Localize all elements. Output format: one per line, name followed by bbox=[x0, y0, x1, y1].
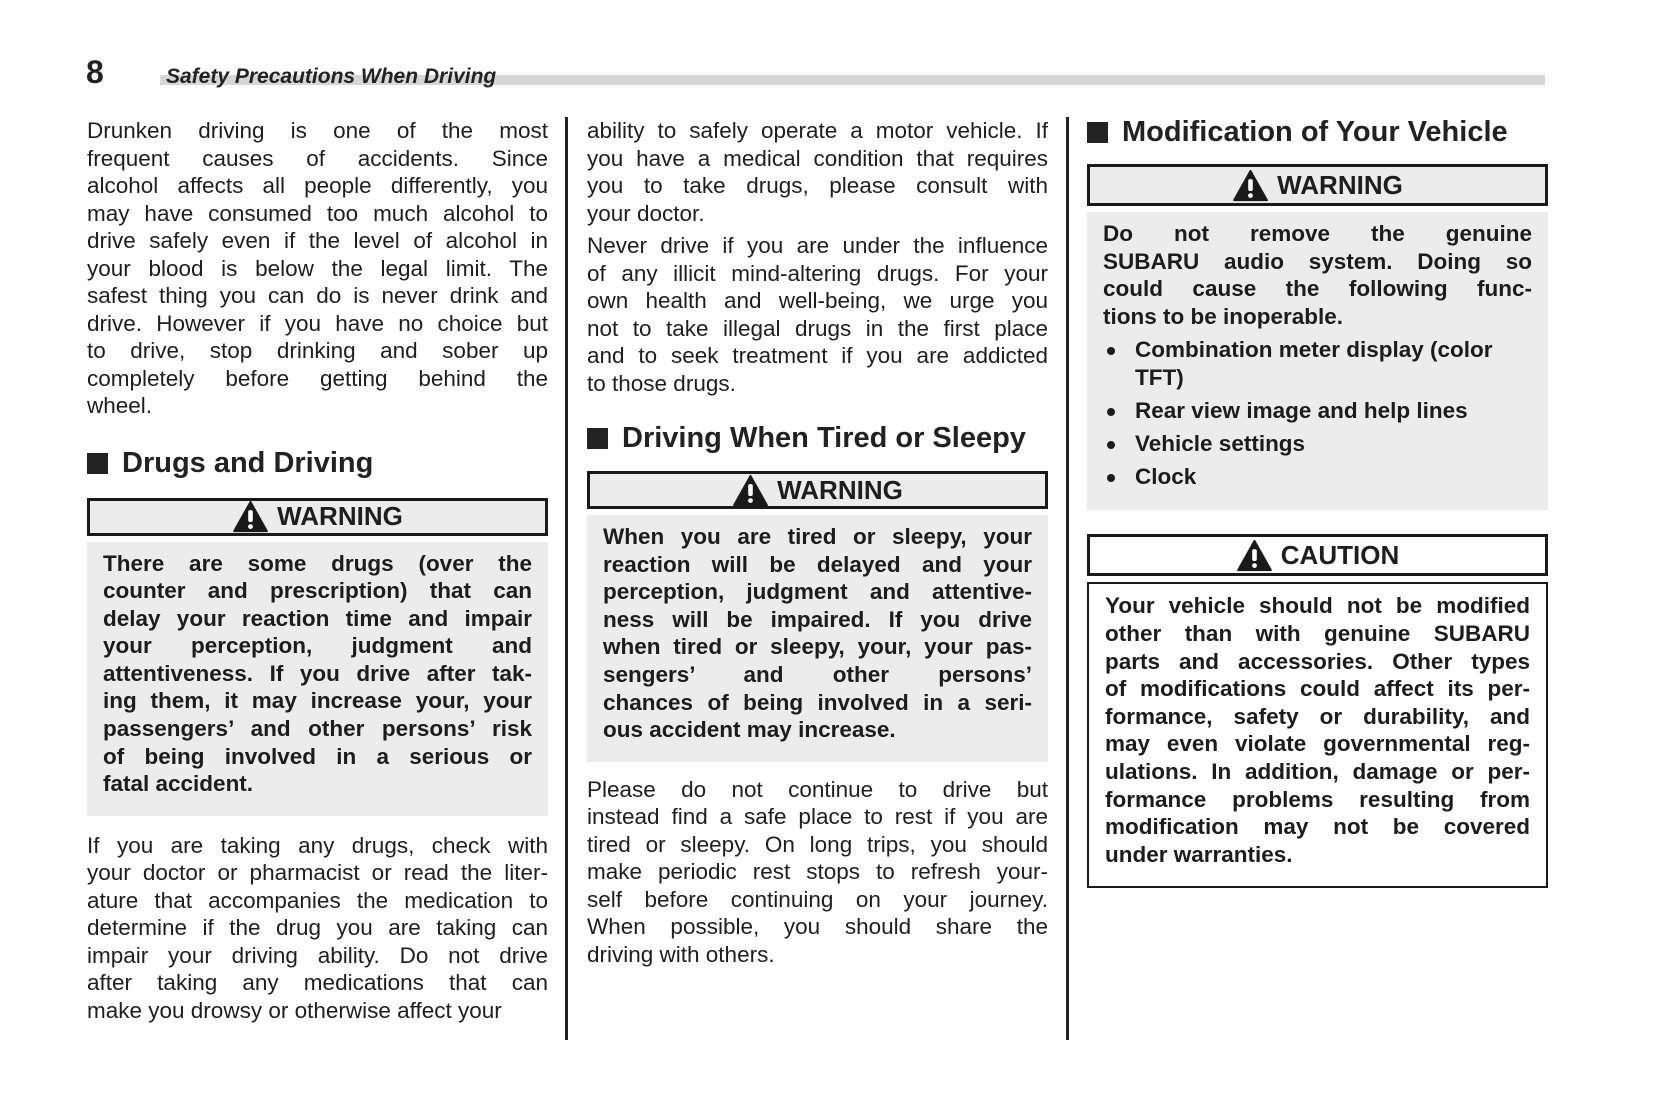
text-line: your doctor or pharmacist or read the liter- bbox=[87, 860, 548, 886]
illicit-drugs-paragraph bbox=[587, 232, 1048, 397]
text-line: parts and accessories. Other types bbox=[1105, 648, 1530, 674]
section-heading-drugs bbox=[87, 447, 548, 480]
text-line: drive. However if you have no choice but bbox=[87, 310, 548, 336]
text-line: other than with genuine SUBARU bbox=[1105, 620, 1530, 646]
running-title: Safety Precautions When Driving bbox=[166, 65, 497, 88]
text-line: determine if the drug you are taking can bbox=[87, 915, 548, 941]
warning-label: WARNING bbox=[1277, 169, 1403, 200]
text-line: Your vehicle should not be modified bbox=[1105, 593, 1530, 619]
text-line: of modifications could affect its per- bbox=[1105, 676, 1530, 702]
text-line: When possible, you should share the bbox=[587, 914, 1048, 940]
text-line: Please do not continue to drive but bbox=[587, 776, 1048, 802]
warning-body bbox=[587, 515, 1048, 762]
column-2 bbox=[587, 117, 1048, 968]
text-line: reaction will be delayed and your bbox=[603, 551, 1032, 577]
section-heading-text: Driving When Tired or Sleepy bbox=[622, 422, 1026, 454]
text-line: When you are tired or sleepy, your bbox=[603, 524, 1032, 549]
text-line: chances of being involved in a seri- bbox=[603, 689, 1032, 715]
text-line: ous accident may increase. bbox=[603, 717, 896, 743]
warning-label: WARNING bbox=[777, 474, 903, 505]
caution-text bbox=[1105, 592, 1530, 868]
page-number: 8 bbox=[86, 54, 104, 90]
text-line: SUBARU audio system. Doing so bbox=[1103, 248, 1532, 274]
text-line: make periodic rest stops to refresh your- bbox=[587, 859, 1048, 885]
warning-triangle-icon bbox=[232, 500, 269, 533]
text-line: may even violate governmental reg- bbox=[1105, 731, 1530, 757]
text-line: to drive, stop drinking and sober up bbox=[87, 338, 548, 363]
text-line: ing them, it may increase your, your bbox=[103, 688, 532, 714]
text-line: ability to safely operate a motor vehicle. If bbox=[587, 118, 1048, 143]
warning-body bbox=[87, 542, 548, 816]
list-item: Combination meter display (color TFT) bbox=[1103, 336, 1532, 392]
text-line: If you are taking any drugs, check with bbox=[87, 832, 548, 858]
bullet-icon bbox=[1107, 474, 1115, 482]
list-item: Clock bbox=[1103, 463, 1532, 491]
text-line: delay your reaction time and impair bbox=[103, 605, 532, 631]
text-line: your perception, judgment and bbox=[103, 633, 532, 659]
text-line: of being involved in a serious or bbox=[103, 743, 532, 769]
caution-label: CAUTION bbox=[1280, 539, 1400, 570]
bullet-icon bbox=[1107, 347, 1115, 355]
text-line: safest thing you can do is never drink and bbox=[87, 283, 548, 308]
text-line: you to take drugs, please consult with bbox=[587, 173, 1048, 198]
text-line: you have a medical condition that requires bbox=[587, 145, 1048, 171]
section-heading-tired bbox=[587, 422, 1048, 455]
caution-box-modification bbox=[1087, 534, 1548, 888]
list-item: Vehicle settings bbox=[1103, 430, 1532, 458]
text-line: under warranties. bbox=[1105, 841, 1293, 867]
section-bullet-icon bbox=[1087, 122, 1108, 143]
text-line: ulations. In addition, damage or per- bbox=[1105, 758, 1530, 784]
medical-condition-paragraph bbox=[587, 117, 1048, 227]
text-line: There are some drugs (over the bbox=[103, 550, 532, 576]
column-3 bbox=[1087, 116, 1548, 888]
warning-header bbox=[87, 498, 548, 536]
warning-text bbox=[1103, 220, 1532, 330]
text-line: impair your driving ability. Do not drive bbox=[87, 942, 548, 968]
section-bullet-icon bbox=[87, 453, 108, 474]
text-line: modification may not be covered bbox=[1105, 814, 1530, 840]
bullet-icon bbox=[1107, 441, 1115, 449]
section-bullet-icon bbox=[587, 428, 608, 449]
text-line: ness will be impaired. If you drive bbox=[603, 606, 1032, 632]
drugs-advice-paragraph bbox=[87, 832, 548, 1025]
rest-advice-paragraph bbox=[587, 776, 1048, 969]
warning-triangle-icon bbox=[732, 474, 769, 507]
column-divider bbox=[1066, 117, 1069, 1040]
caution-body bbox=[1087, 582, 1548, 888]
warning-text bbox=[103, 550, 532, 798]
warning-label: WARNING bbox=[277, 501, 403, 531]
text-line: drive safely even if the level of alcohol in bbox=[87, 228, 548, 253]
warning-box-modification bbox=[1087, 164, 1548, 510]
text-line: Never drive if you are under the influence bbox=[587, 233, 1048, 258]
text-line: not to take illegal drugs in the first place bbox=[587, 315, 1048, 341]
text-line: make you drowsy or otherwise affect your bbox=[87, 997, 502, 1023]
text-line: may have consumed too much alcohol to bbox=[87, 200, 548, 226]
text-line: Do not remove the genuine bbox=[1103, 221, 1532, 246]
text-line: frequent causes of accidents. Since bbox=[87, 145, 548, 171]
text-line: after taking any medications that can bbox=[87, 970, 548, 996]
text-line: ature that accompanies the medication to bbox=[87, 887, 548, 913]
caution-header bbox=[1087, 534, 1548, 576]
text-line: own health and well-being, we urge you bbox=[587, 288, 1048, 313]
section-heading-text: Drugs and Driving bbox=[122, 446, 374, 479]
text-line: instead find a safe place to rest if you are bbox=[587, 804, 1048, 830]
text-line: sengers’ and other persons’ bbox=[603, 661, 1032, 687]
warning-box-drugs bbox=[87, 498, 548, 816]
text-line: formance problems resulting from bbox=[1105, 786, 1530, 812]
inoperable-functions-list bbox=[1103, 336, 1532, 491]
text-line: fatal accident. bbox=[103, 771, 254, 797]
text-line: tired or sleepy. On long trips, you should bbox=[587, 831, 1048, 857]
column-1 bbox=[87, 117, 548, 1024]
text-line: attentiveness. If you drive after tak- bbox=[103, 660, 532, 686]
text-line: passengers’ and other persons’ risk bbox=[103, 716, 532, 742]
text-line: tions to be inoperable. bbox=[1103, 303, 1344, 329]
text-line: wheel. bbox=[87, 393, 153, 418]
warning-triangle-icon bbox=[1232, 169, 1269, 202]
text-line: completely before getting behind the bbox=[87, 365, 548, 391]
text-line: to those drugs. bbox=[587, 370, 736, 396]
column-divider bbox=[565, 117, 568, 1040]
text-line: self before continuing on your journey. bbox=[587, 886, 1048, 912]
text-line: Drunken driving is one of the most bbox=[87, 118, 548, 143]
list-item: Rear view image and help lines bbox=[1103, 397, 1532, 425]
text-line: alcohol affects all people differently, you bbox=[87, 173, 548, 198]
text-line: your blood is below the legal limit. The bbox=[87, 255, 548, 281]
text-line: driving with others. bbox=[587, 941, 775, 967]
section-heading-text: Modification of Your Vehicle bbox=[1122, 116, 1508, 148]
text-line: of any illicit mind-altering drugs. For your bbox=[587, 260, 1048, 286]
text-line: your doctor. bbox=[587, 200, 705, 226]
text-line: when tired or sleepy, your, your pas- bbox=[603, 634, 1032, 660]
section-heading-modification bbox=[1087, 116, 1548, 149]
drunken-driving-paragraph bbox=[87, 117, 548, 420]
text-line: and to seek treatment if you are addicted bbox=[587, 343, 1048, 368]
warning-body bbox=[1087, 212, 1548, 510]
warning-header bbox=[587, 471, 1048, 509]
text-line: perception, judgment and attentive- bbox=[603, 579, 1032, 605]
warning-header bbox=[1087, 164, 1548, 206]
text-line: could cause the following func- bbox=[1103, 276, 1532, 302]
text-line: formance, safety or durability, and bbox=[1105, 703, 1530, 729]
text-line: counter and prescription) that can bbox=[103, 578, 532, 604]
caution-triangle-icon bbox=[1236, 539, 1273, 572]
warning-text bbox=[603, 523, 1032, 744]
warning-box-tired bbox=[587, 471, 1048, 762]
bullet-icon bbox=[1107, 408, 1115, 416]
